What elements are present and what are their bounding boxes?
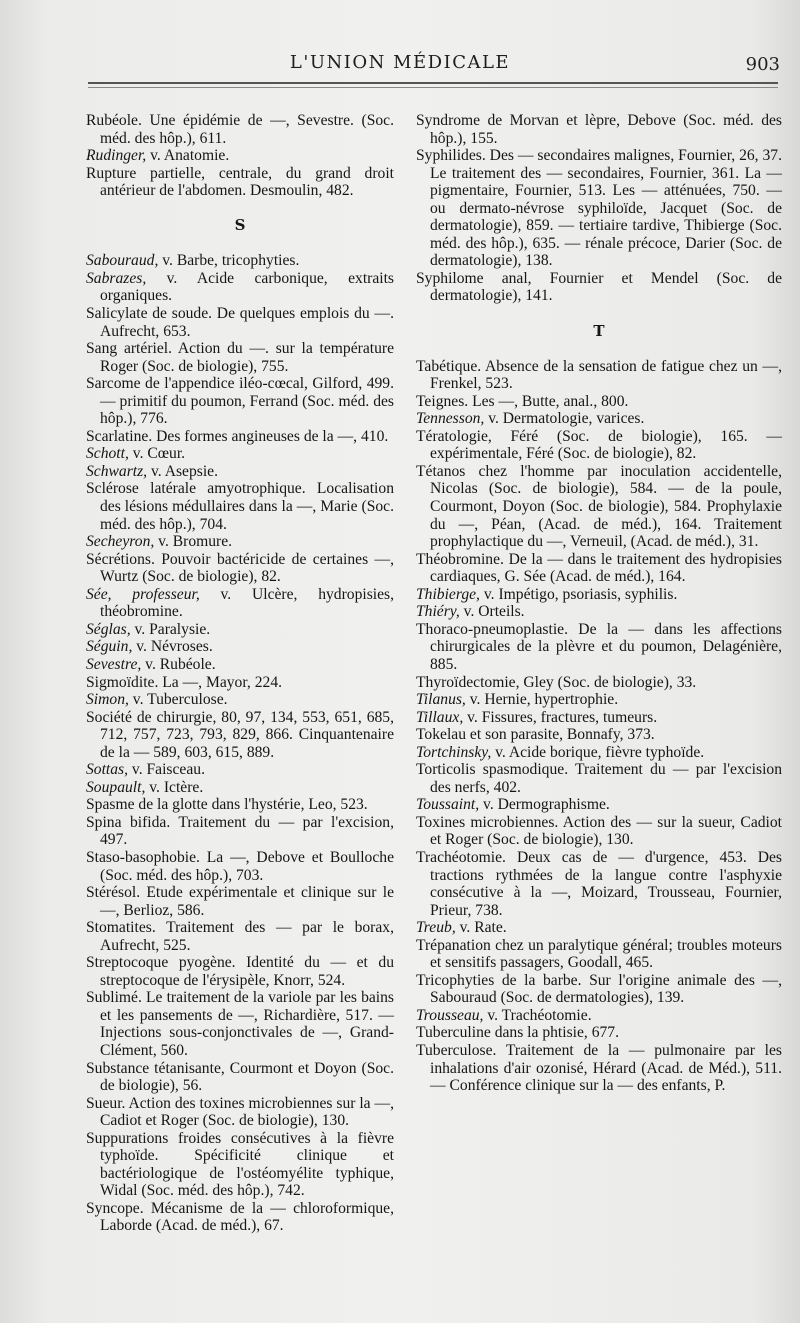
entry-body: La —, Debove et Boulloche (Soc. méd. des hôp.), 703. <box>100 848 394 884</box>
index-entry <box>416 814 782 849</box>
index-entry <box>86 884 394 919</box>
index-column-left <box>86 112 394 1235</box>
entry-heading: Tétanos <box>416 462 466 480</box>
index-entry <box>416 358 782 393</box>
entry-heading: Spina <box>86 813 122 831</box>
entry-heading: Suppurations <box>86 1129 169 1147</box>
index-entry <box>86 1060 394 1095</box>
index-entry <box>416 586 782 604</box>
entry-body: pyogène. Identité du — et du streptocoque de l'érysipèle, Knorr, 524. <box>100 954 394 989</box>
index-entry <box>416 1042 782 1095</box>
entry-heading: Thibierge, <box>416 585 480 603</box>
entry-heading: Teignes. <box>416 392 469 410</box>
entry-heading: Rubéole. <box>86 112 142 129</box>
index-entry <box>416 796 782 814</box>
entry-heading: Sueur. <box>86 1094 126 1112</box>
entry-heading: Scarlatine. <box>86 427 153 445</box>
index-entry <box>86 1200 394 1235</box>
entry-heading: Trépanation <box>416 936 491 954</box>
entry-body: de l'appendice iléo-cœcal, Gilford, 499. — primitif du poumon, Ferrand (Soc. méd. des hôp.), 776. <box>100 375 394 428</box>
index-entry <box>416 849 782 919</box>
entry-body: Action des toxines microbiennes sur la —, Cadiot et Roger (Soc. de biologie), 130. <box>100 1094 394 1130</box>
index-entry <box>416 919 782 937</box>
entry-body: v. Hernie, hypertrophie. <box>465 691 619 709</box>
index-entry <box>86 147 394 165</box>
entry-body: v. Paralysie. <box>130 620 211 638</box>
entry-heading: Trachéotomie. <box>416 848 506 866</box>
entry-body: v. Anatomie. <box>146 147 230 165</box>
entry-heading: Toxines <box>416 813 466 831</box>
entry-body: Absence de la sensation de fatigue chez un —, Frenkel, 523. <box>430 357 782 393</box>
index-entry <box>416 744 782 762</box>
entry-heading: Treub, <box>416 919 456 937</box>
entry-heading: Tabétique. <box>416 357 482 375</box>
index-entry <box>86 340 394 375</box>
entry-body: spasmodique. Traitement du — par l'excision des nerfs, 402. <box>430 761 782 796</box>
entry-body: chez l'homme par inoculation accidentelle, Nicolas (Soc. de biologie), 584. — de la poule, Courmont, Doyon (Soc. de biologie), 584. Prophylaxie du —, Péan, (Acad. de méd.), 164. Traitement prophylactique du —, Verneuil, (Acad. de méd.), 31. <box>430 462 782 551</box>
entry-body: v. Ictère. <box>145 778 204 796</box>
entry-body: v. Impétigo, psoriasis, syphilis. <box>479 585 678 603</box>
entry-body: Le traitement de la variole par les bains et les pansements de —, Richardière, 517. — Injections sous-conjonctivales de —, Grand-Clément, 560. <box>100 989 394 1059</box>
index-entry <box>416 393 782 411</box>
entry-body: De la — dans les affections chirurgicales de la plèvre et du poumon, Delagénière, 885. <box>430 620 782 673</box>
index-entry <box>86 814 394 849</box>
entry-body: v. Bromure. <box>154 533 233 551</box>
index-entry <box>86 252 394 270</box>
entry-heading: Stomatites. <box>86 919 156 937</box>
index-entry <box>416 270 782 305</box>
entry-body: v. Dermatologie, varices. <box>484 410 645 428</box>
entry-body: de chirurgie, 80, 97, 134, 553, 651, 685, 712, 757, 723, 793, 829, 866. Cinquantenaire de la — 589, 603, 615, 889. <box>100 708 394 761</box>
entry-heading: Stérésol. <box>86 884 141 902</box>
entry-body: v. Rubéole. <box>141 655 216 673</box>
entry-heading: Sigmoïdite. <box>86 673 159 691</box>
index-entry <box>416 674 782 692</box>
index-entry <box>86 638 394 656</box>
entry-body: v. Barbe, tricophyties. <box>158 252 300 270</box>
entry-heading: Séguin, <box>86 638 133 656</box>
entry-body: et son parasite, Bonnafy, 373. <box>466 726 655 744</box>
header-rule <box>88 82 778 84</box>
index-entry <box>86 428 394 446</box>
entry-body: tétanisante, Courmont et Doyon (Soc. de biologie), 56. <box>100 1059 394 1095</box>
entry-heading: Secheyron, <box>86 533 155 551</box>
entry-body: froides consécutives à la fièvre typhoïde. Spécificité clinique et bactériologique de l'ostéomyélite typhique, Widal (Soc. méd. des hôp.), 742. <box>100 1129 394 1200</box>
entry-heading: Tératologie, <box>416 427 492 445</box>
entry-heading: Torticolis <box>416 761 476 779</box>
entry-body: de soude. De quelques emplois du —. Aufrecht, 653. <box>100 305 394 340</box>
index-entry <box>416 761 782 796</box>
section-spacer <box>86 235 394 253</box>
entry-heading: Schwartz, <box>86 462 148 480</box>
entry-body: artériel. Action du —. sur la température Roger (Soc. de biologie), 755. <box>100 340 394 375</box>
index-entry <box>86 796 394 814</box>
entry-body: v. Cœur. <box>128 445 186 463</box>
entry-heading: Sabrazes, <box>86 269 147 287</box>
entry-body: Une épidémie de —, Sevestre. (Soc. méd. des hôp.), 611. <box>100 112 394 147</box>
entry-heading: Sarcome <box>86 375 141 393</box>
entry-heading: Société <box>86 708 132 726</box>
section-letter: S <box>234 216 246 235</box>
index-entry <box>86 761 394 779</box>
entry-heading: Toussaint, <box>416 796 480 814</box>
entry-heading: Sevestre, <box>86 655 142 673</box>
index-entry <box>86 954 394 989</box>
entry-heading: Sottas, <box>86 761 129 779</box>
entry-body: de la barbe. Sur l'origine animale des —, Sabouraud (Soc. de dermatologies), 139. <box>430 971 782 1007</box>
entry-body: Féré (Soc. de biologie), 165. — expérimentale, Féré (Soc. de biologie), 82. <box>430 427 782 463</box>
entry-body: v. Ulcère, hydropisies, théobromine. <box>100 585 394 621</box>
entry-body: Les —, Butte, anal., 800. <box>468 392 629 410</box>
entry-heading: Thoraco-pneumoplastie. <box>416 620 568 638</box>
index-column-right <box>416 112 782 1095</box>
entry-body: v. Névroses. <box>132 638 213 656</box>
index-entry <box>86 709 394 762</box>
entry-heading: Tricophyties <box>416 971 495 989</box>
index-entry <box>416 112 782 147</box>
entry-body: v. Rate. <box>455 919 507 937</box>
entry-body: latérale amyotrophique. Localisation des lésions médullaires dans la —, Marie (Soc. méd. des hôp.), 704. <box>100 480 394 533</box>
entry-heading: Théobromine. <box>416 550 504 568</box>
entry-heading: Staso-basophobie. <box>86 848 200 866</box>
entry-body: v. Orteils. <box>459 603 525 621</box>
entry-heading: Sécrétions. <box>86 550 155 568</box>
index-entry <box>86 375 394 428</box>
index-entry <box>416 603 782 621</box>
entry-heading: Streptocoque <box>86 954 169 972</box>
entry-body: Etude expérimentale et clinique sur le —, Berlioz, 586. <box>100 884 394 919</box>
entry-body: Pouvoir bactéricide de certaines —, Wurtz (Soc. de biologie), 82. <box>100 550 394 586</box>
index-entry <box>416 691 782 709</box>
entry-heading: Sang <box>86 340 118 358</box>
index-entry <box>416 972 782 1007</box>
index-entry <box>416 551 782 586</box>
index-entry <box>86 989 394 1059</box>
index-entry <box>86 305 394 340</box>
entry-heading: Sclérose <box>86 480 139 498</box>
entry-heading: Tilanus, <box>416 691 466 709</box>
index-entry <box>416 621 782 674</box>
entry-body: v. Acide borique, fièvre typhoïde. <box>491 743 705 761</box>
entry-heading: Rudinger, <box>86 147 147 165</box>
index-entry <box>86 586 394 621</box>
index-entry <box>86 919 394 954</box>
entry-body: De la — dans le traitement des hydropisies cardiaques, G. Sée (Acad. de méd.), 164. <box>430 550 782 586</box>
entry-body: partielle, centrale, du grand droit antérieur de l'abdomen. Desmoulin, 482. <box>100 164 394 200</box>
entry-heading: Tennesson, <box>416 410 485 428</box>
entry-body: v. Fissures, fractures, tumeurs. <box>463 708 658 726</box>
entry-body: Des formes angineuses de la —, 410. <box>152 427 389 445</box>
entry-heading: Syphilome <box>416 269 484 287</box>
entry-body: v. Trachéotomie. <box>483 1006 592 1024</box>
entry-body: Mécanisme de la — chloroformique, Laborde (Acad. de méd.), 67. <box>100 1199 394 1235</box>
section-letter: T <box>593 321 605 340</box>
index-entry <box>86 779 394 797</box>
entry-body: Deux cas de — d'urgence, 453. Des tractions rythmées de la langue contre l'asphyxie consécutive à la —, Moizard, Trousseau, Fournier, Prieur, 738. <box>430 848 782 919</box>
index-entry <box>86 674 394 692</box>
running-title: L'UNION MÉDICALE <box>289 52 511 73</box>
entry-heading: Thyroïdectomie, <box>416 673 520 691</box>
entry-heading: Soupault, <box>86 778 146 796</box>
index-entry <box>86 551 394 586</box>
entry-body: v. Dermographisme. <box>479 796 610 814</box>
header-rule-thin <box>88 87 778 88</box>
entry-body: microbiennes. Action des — sur la sueur, Cadiot et Roger (Soc. de biologie), 130. <box>430 813 782 849</box>
index-entry <box>86 1130 394 1200</box>
entry-heading: Sée, professeur, <box>86 585 200 603</box>
entry-heading: Syncope. <box>86 1199 144 1217</box>
section-spacer <box>86 200 394 218</box>
entry-body: La —, Mayor, 224. <box>158 673 283 691</box>
index-entry <box>86 691 394 709</box>
entry-body: v. Acide carbonique, extraits organiques. <box>100 269 394 305</box>
entry-body: bifida. Traitement du — par l'excision, 497. <box>100 813 394 849</box>
entry-heading: Tokelau <box>416 726 467 744</box>
index-entry <box>86 533 394 551</box>
entry-body: de la glotte dans l'hystérie, Leo, 523. <box>134 796 368 814</box>
entry-heading: Tortchinsky, <box>416 743 492 761</box>
entry-body: v. Asepsie. <box>147 462 218 480</box>
index-entry <box>86 445 394 463</box>
index-entry <box>86 621 394 639</box>
entry-body: Traitement des — par le borax, Aufrecht, 525. <box>100 919 394 954</box>
entry-heading: Tillaux, <box>416 708 464 726</box>
index-entry <box>86 165 394 200</box>
entry-heading: Substance <box>86 1059 150 1077</box>
entry-heading: Séglas, <box>86 620 131 638</box>
entry-heading: Schott, <box>86 445 129 463</box>
entry-heading: Sabouraud, <box>86 252 159 270</box>
entry-heading: Syphilides. <box>416 147 486 165</box>
page-header <box>0 40 800 90</box>
index-entry <box>86 1095 394 1130</box>
index-entry <box>86 480 394 533</box>
entry-heading: Spasme <box>86 796 135 814</box>
entry-body: dans la phtisie, 677. <box>490 1024 619 1042</box>
index-entry <box>86 270 394 305</box>
entry-heading: Simon, <box>86 691 129 709</box>
index-entry <box>416 463 782 551</box>
index-entry <box>86 849 394 884</box>
entry-heading: Tuberculine <box>416 1024 491 1042</box>
page-number: 903 <box>745 54 780 75</box>
index-entry <box>416 410 782 428</box>
index-entry <box>416 428 782 463</box>
entry-body: v. Faisceau. <box>128 761 205 779</box>
entry-body: Traitement de la — pulmonaire par les inhalations d'air ozonisé, Hérard (Acad. de Méd.), 511. — Conférence clinique sur la — des enfants, P. <box>430 1041 782 1095</box>
entry-heading: Thiéry, <box>416 603 460 621</box>
entry-body: Des — secondaires malignes, Fournier, 26, 37. Le traitement des — secondaires, Fournier, 361. La — pigmentaire, Fournier, 513. Les — atténuées, 750. — ou dermato-névrose syphiloïde, Jacquet (Soc. de dermatologie), 859. — tertiaire tardive, Thibierge (Soc. méd. des hôp.), 635. — rénale précoce, Darier (Soc. de dermatologie), 138. <box>430 147 782 270</box>
index-entry <box>86 463 394 481</box>
entry-heading: Syndrome <box>416 112 481 129</box>
entry-heading: Salicylate <box>86 305 148 323</box>
index-entry <box>416 147 782 270</box>
index-entry <box>416 1024 782 1042</box>
index-entry <box>416 1007 782 1025</box>
section-spacer <box>416 340 782 358</box>
index-entry <box>86 112 394 147</box>
index-entry <box>416 726 782 744</box>
index-entry <box>86 656 394 674</box>
entry-heading: Trousseau, <box>416 1006 484 1024</box>
entry-heading: Rupture <box>86 164 137 182</box>
entry-body: v. Tuberculose. <box>128 691 228 709</box>
entry-body: anal, Fournier et Mendel (Soc. de dermatologie), 141. <box>430 269 782 305</box>
index-entry <box>416 709 782 727</box>
entry-body: chez un paralytique général; troubles moteurs et sensitifs passagers, Goodall, 465. <box>430 936 782 972</box>
entry-body: Gley (Soc. de biologie), 33. <box>519 673 697 691</box>
entry-heading: Sublimé. <box>86 989 142 1007</box>
section-spacer <box>416 305 782 323</box>
entry-heading: Tuberculose. <box>416 1041 497 1059</box>
index-entry <box>416 937 782 972</box>
entry-body: de Morvan et lèpre, Debove (Soc. méd. des hôp.), 155. <box>430 112 782 147</box>
